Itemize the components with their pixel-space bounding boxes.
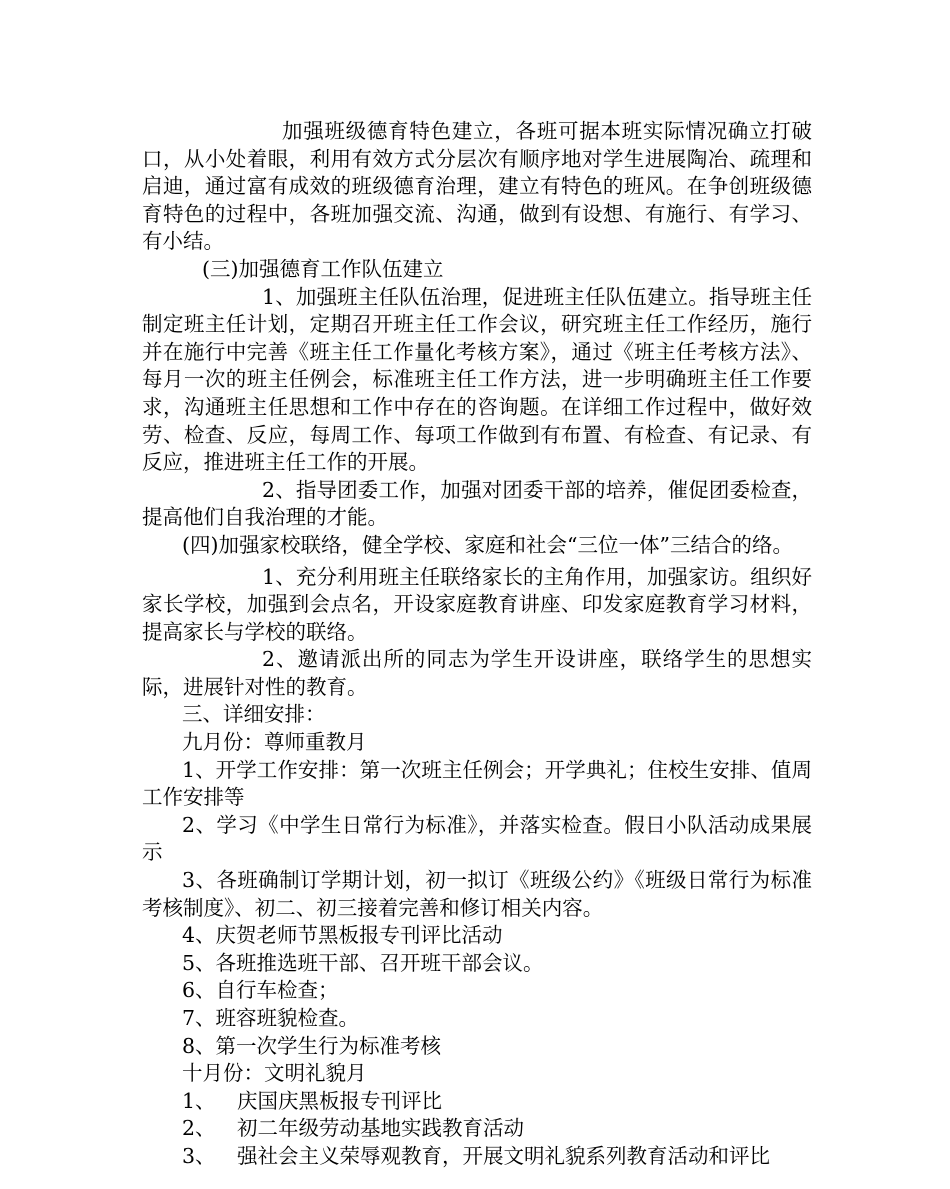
section-heading-team-building: (三)加强德育工作队伍建立 — [202, 256, 444, 281]
september-item-6: 6、自行车检查； — [182, 978, 339, 1003]
list-text: 庆国庆黑板报专刊评比 — [237, 1088, 442, 1113]
paragraph-class-moral-feature: 加强班级德育特色建立，各班可据本班实际情况确立打破口，从小处着眼，利用有效方式分层次有顺序地对学生进展陶冶、疏理和启迪，通过富有成效的班级德育治理，建立有特色的班风。在争创班级德育特色的过程中，各班加强交流、沟通，做到有设想、有施行、有学习、有小结。 — [142, 119, 812, 254]
september-item-2: 2、学习《中学生日常行为标准》，并落实检查。假日小队活动成果展示 — [142, 812, 812, 865]
paragraph-youth-league: 2、指导团委工作，加强对团委干部的培养，催促团委检查，提高他们自我治理的才能。 — [142, 477, 812, 530]
paragraph-police-lectures: 2、邀请派出所的同志为学生开设讲座，联络学生的思想实际，进展针对性的教育。 — [142, 647, 812, 699]
october-item-1 — [142, 1088, 812, 1116]
september-item-7: 7、班容班貌检查。 — [182, 1006, 360, 1030]
september-item-1: 1、开学工作安排：第一次班主任例会；开学典礼；住校生安排、值周工作安排等 — [142, 757, 812, 810]
list-number: 1、 — [182, 1088, 216, 1113]
september-item-8: 8、第一次学生行为标准考核 — [182, 1033, 442, 1058]
october-item-3 — [142, 1143, 812, 1171]
month-heading-september: 九月份：尊师重教月 — [182, 730, 367, 755]
october-item-2 — [142, 1115, 812, 1143]
list-number: 3、 — [182, 1143, 216, 1168]
september-item-5: 5、各班推选班干部、召开班干部会议。 — [182, 950, 544, 975]
paragraph-parents-school: 1、充分利用班主任联络家长的主角作用，加强家访。组织好家长学校，加强到会点名，开设家庭教育讲座、印发家庭教育学习材料，提高家长与学校的联络。 — [142, 564, 812, 644]
section-heading-home-school: (四)加强家校联络，健全学校、家庭和社会“三位一体”三结合的络。 — [182, 532, 793, 557]
month-heading-october: 十月份：文明礼貌月 — [182, 1061, 367, 1086]
section-heading-schedule: 三、详细安排： — [182, 702, 326, 727]
paragraph-headteacher-team: 1、加强班主任队伍治理，促进班主任队伍建立。指导班主任制定班主任计划，定期召开班主任工作会议，研究班主任工作经历，施行并在施行中完善《班主任工作量化考核方案》，通过《班主任考核方法》、每月一次的班主任例会，标准班主任工作方法，进一步明确班主任工作要求，沟通班主任思想和工作中存在的咨询题。在详细工作过程中，做好效劳、检查、反应，每周工作、每项工作做到有布置、有检查、有记录、有反应，推进班主任工作的开展。 — [142, 284, 812, 475]
list-text: 强社会主义荣辱观教育，开展文明礼貌系列教育活动和评比 — [237, 1143, 770, 1168]
document-page — [142, 118, 812, 1171]
september-item-4: 4、庆贺老师节黑板报专刊评比活动 — [182, 923, 503, 948]
list-number: 2、 — [182, 1116, 216, 1141]
list-text: 初二年级劳动基地实践教育活动 — [237, 1116, 524, 1141]
september-item-3: 3、各班确制订学期计划，初一拟订《班级公约》《班级日常行为标准考核制度》、初二、初三接着完善和修订相关内容。 — [142, 868, 812, 920]
